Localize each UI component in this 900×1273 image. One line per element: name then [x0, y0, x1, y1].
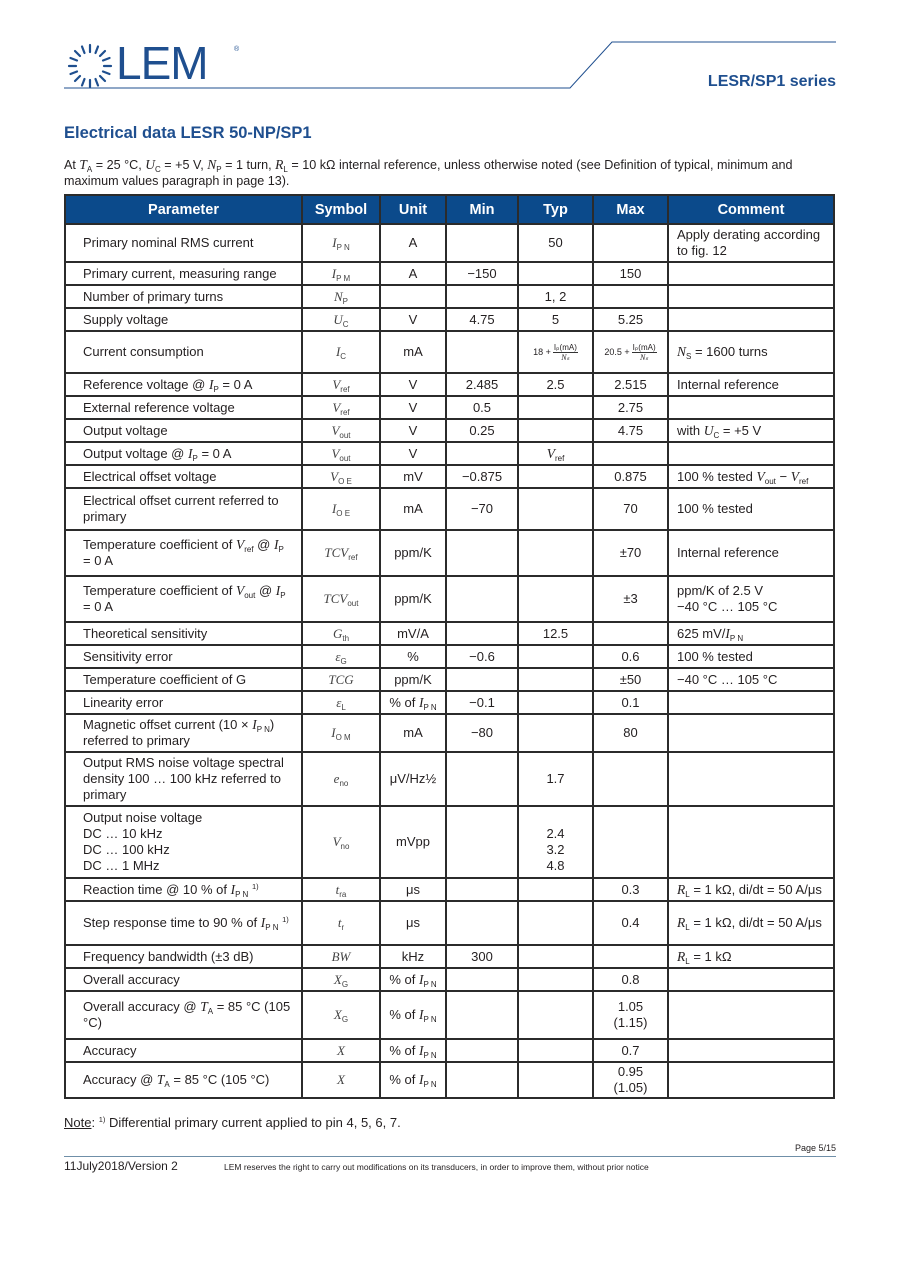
cell-comment: 100 % tested $V_{out} - V_{ref}$ [668, 465, 834, 488]
table-row [65, 901, 834, 945]
cell-symbol: $V_{no}$ [302, 806, 380, 878]
cell-min [446, 1039, 518, 1062]
cell-max [593, 224, 668, 262]
cell-min [446, 991, 518, 1039]
cell-symbol: $V_{out}$ [302, 419, 380, 442]
cell-parameter: Output RMS noise voltage spectral density 100 … 100 kHz referred to primary [65, 752, 302, 806]
cell-comment: Internal reference [668, 530, 834, 576]
cell-unit: % of $I_{P N}$ [380, 991, 446, 1039]
logo-text: LEM [116, 37, 208, 89]
cell-typ [518, 991, 593, 1039]
cell-symbol: $e_{no}$ [302, 752, 380, 806]
cell-unit: % of $I_{P N}$ [380, 1039, 446, 1062]
cell-comment: 100 % tested [668, 488, 834, 530]
cell-parameter: Output noise voltage DC … 10 kHz DC … 100 kHz DC … 1 MHz [65, 806, 302, 878]
cell-unit: μs [380, 878, 446, 901]
table-row [65, 714, 834, 752]
registered-mark: ® [234, 46, 240, 53]
cell-min: 4.75 [446, 308, 518, 331]
table-row [65, 622, 834, 645]
cell-symbol: $I_{P M}$ [302, 262, 380, 285]
table-row [65, 576, 834, 622]
cell-max: ±3 [593, 576, 668, 622]
cell-max: 4.75 [593, 419, 668, 442]
cell-symbol: $V_{ref}$ [302, 396, 380, 419]
table-row [65, 224, 834, 262]
cell-parameter: External reference voltage [65, 396, 302, 419]
table-row [65, 691, 834, 714]
cell-min [446, 576, 518, 622]
cell-symbol: X [302, 1062, 380, 1098]
sunburst-icon [66, 42, 114, 90]
cell-unit: mVpp [380, 806, 446, 878]
cell-max [593, 945, 668, 968]
footer-disclaimer: LEM reserves the right to carry out modifications on its transducers, in order to improve them, without prior notice [224, 1162, 649, 1172]
cell-comment: −40 °C … 105 °C [668, 668, 834, 691]
table-row [65, 396, 834, 419]
note-label: Note [64, 1115, 92, 1130]
cell-unit: V [380, 419, 446, 442]
cell-unit: V [380, 308, 446, 331]
col-header-symbol: Symbol [302, 195, 380, 224]
cell-parameter: Temperature coefficient of $V_{out}$ @ $I_P = 0$ A [65, 576, 302, 622]
cell-typ [518, 691, 593, 714]
cell-symbol: $G_{th}$ [302, 622, 380, 645]
cell-max: 0.4 [593, 901, 668, 945]
table-row [65, 1039, 834, 1062]
cell-min [446, 224, 518, 262]
cell-max [593, 622, 668, 645]
cell-max: 0.875 [593, 465, 668, 488]
cell-typ [518, 714, 593, 752]
cell-unit: mV [380, 465, 446, 488]
cell-unit: % of $I_{P N}$ [380, 968, 446, 991]
cell-min: 0.25 [446, 419, 518, 442]
cell-comment [668, 691, 834, 714]
table-row [65, 968, 834, 991]
cell-parameter: Theoretical sensitivity [65, 622, 302, 645]
cell-comment: Internal reference [668, 373, 834, 396]
cell-symbol: $X_G$ [302, 991, 380, 1039]
cell-typ: 1, 2 [518, 285, 593, 308]
cell-symbol: $\varepsilon_G$ [302, 645, 380, 668]
cell-typ [518, 878, 593, 901]
cell-symbol: $\varepsilon_L$ [302, 691, 380, 714]
col-header-comment: Comment [668, 195, 834, 224]
cell-parameter: Step response time to 90 % of $I_{P N}$ $^{1)}$ [65, 901, 302, 945]
table-row [65, 645, 834, 668]
cell-unit: ppm/K [380, 576, 446, 622]
note-text: Differential primary current applied to pin 4, 5, 6, 7. [105, 1115, 401, 1130]
electrical-data-table [64, 194, 835, 1099]
cell-parameter: Linearity error [65, 691, 302, 714]
cell-typ: $V_{ref}$ [518, 442, 593, 465]
cell-min: −0.6 [446, 645, 518, 668]
cell-symbol: $I_{O E}$ [302, 488, 380, 530]
cell-typ [518, 1039, 593, 1062]
cell-unit: % [380, 645, 446, 668]
cell-unit: % of $I_{P N}$ [380, 691, 446, 714]
cell-typ [518, 1062, 593, 1098]
cell-typ [518, 396, 593, 419]
cell-parameter: Temperature coefficient of $V_{ref}$ @ $I_P = 0$ A [65, 530, 302, 576]
cell-typ [518, 530, 593, 576]
cell-min: −0.875 [446, 465, 518, 488]
cell-parameter: Sensitivity error [65, 645, 302, 668]
cell-typ: 12.5 [518, 622, 593, 645]
cell-comment: 100 % tested [668, 645, 834, 668]
cell-typ: 2.5 [518, 373, 593, 396]
cell-parameter: Accuracy [65, 1039, 302, 1062]
cell-min [446, 530, 518, 576]
table-row [65, 285, 834, 308]
cell-typ [518, 668, 593, 691]
cell-unit: % of $I_{P N}$ [380, 1062, 446, 1098]
cell-unit: V [380, 373, 446, 396]
table-row [65, 806, 834, 878]
page-number: Page 5/15 [794, 1143, 836, 1153]
table-row [65, 1062, 834, 1098]
cell-symbol: $U_C$ [302, 308, 380, 331]
cell-max: 0.6 [593, 645, 668, 668]
cell-parameter: Reaction time @ 10 % of $I_{P N}$ $^{1)}$ [65, 878, 302, 901]
cell-symbol: TCG [302, 668, 380, 691]
cell-typ [518, 465, 593, 488]
table-row [65, 991, 834, 1039]
cell-parameter: Temperature coefficient of G [65, 668, 302, 691]
table-row [65, 331, 834, 373]
cell-typ [518, 645, 593, 668]
cell-symbol: $t_{ra}$ [302, 878, 380, 901]
cell-parameter: Number of primary turns [65, 285, 302, 308]
col-header-parameter: Parameter [65, 195, 302, 224]
cell-comment [668, 396, 834, 419]
cell-max: 0.95 (1.05) [593, 1062, 668, 1098]
cell-parameter: Accuracy @ $T_A = 85$ °C (105 °C) [65, 1062, 302, 1098]
cell-max: 2.515 [593, 373, 668, 396]
cell-min: 0.5 [446, 396, 518, 419]
table-row [65, 488, 834, 530]
table-row [65, 442, 834, 465]
series-title: LESR/SP1 series [707, 73, 836, 90]
formula: 18 + $\frac{\text{Iₚ(mA)}}{\text{Nₛ}}$ [533, 342, 577, 362]
cell-comment [668, 442, 834, 465]
col-header-min: Min [446, 195, 518, 224]
cell-parameter: Overall accuracy @ $T_A = 85$ °C (105 °C) [65, 991, 302, 1039]
cell-parameter: Frequency bandwidth (±3 dB) [65, 945, 302, 968]
cell-comment [668, 1039, 834, 1062]
cell-typ: 2.4 3.2 4.8 [518, 806, 593, 878]
cell-max: ±50 [593, 668, 668, 691]
cell-max: 0.7 [593, 1039, 668, 1062]
cell-comment: $N_S = 1600$ turns [668, 331, 834, 373]
cell-comment [668, 806, 834, 878]
cell-unit: mA [380, 714, 446, 752]
cell-comment: $R_L = 1$ kΩ, di/dt = 50 A/μs [668, 901, 834, 945]
table-row [65, 878, 834, 901]
cell-symbol: X [302, 1039, 380, 1062]
table-row [65, 308, 834, 331]
cell-comment [668, 714, 834, 752]
cell-parameter: Electrical offset current referred to primary [65, 488, 302, 530]
lem-logo [66, 37, 246, 89]
col-header-typ: Typ [518, 195, 593, 224]
cell-symbol: $I_{P N}$ [302, 224, 380, 262]
cell-parameter: Supply voltage [65, 308, 302, 331]
cell-max [593, 285, 668, 308]
cell-parameter: Reference voltage @ $I_P = 0$ A [65, 373, 302, 396]
cell-unit: ppm/K [380, 530, 446, 576]
cell-symbol: $X_G$ [302, 968, 380, 991]
table-row [65, 668, 834, 691]
cell-symbol: BW [302, 945, 380, 968]
cell-parameter: Overall accuracy [65, 968, 302, 991]
cell-parameter: Primary nominal RMS current [65, 224, 302, 262]
table-header-row [65, 195, 834, 224]
cell-unit: μs [380, 901, 446, 945]
cell-typ: 50 [518, 224, 593, 262]
cell-typ [518, 945, 593, 968]
cell-symbol: $t_r$ [302, 901, 380, 945]
cell-unit: mA [380, 331, 446, 373]
cell-comment [668, 262, 834, 285]
intro-paragraph: At $T_A = 25$ °C, $U_C = +5$ V, $N_P = 1$ turn, $R_L = 10$ kΩ internal reference, unless otherwise noted (see Definition of typical, minimum and maximum values paragraph in page 13). [64, 157, 793, 188]
cell-comment: $R_L = 1$ kΩ, di/dt = 50 A/μs [668, 878, 834, 901]
cell-parameter: Electrical offset voltage [65, 465, 302, 488]
cell-unit: A [380, 224, 446, 262]
cell-max [593, 442, 668, 465]
cell-comment [668, 752, 834, 806]
cell-typ [518, 576, 593, 622]
cell-symbol: $N_P$ [302, 285, 380, 308]
col-header-unit: Unit [380, 195, 446, 224]
col-header-max: Max [593, 195, 668, 224]
cell-unit: A [380, 262, 446, 285]
cell-symbol: $V_{out}$ [302, 442, 380, 465]
footer-rule [64, 1156, 836, 1157]
cell-min: −0.1 [446, 691, 518, 714]
cell-min [446, 968, 518, 991]
cell-parameter: Current consumption [65, 331, 302, 373]
cell-min [446, 331, 518, 373]
cell-max: ±70 [593, 530, 668, 576]
cell-parameter: Magnetic offset current $(10 \times I_{P N})$ referred to primary [65, 714, 302, 752]
cell-symbol: $TCV_{out}$ [302, 576, 380, 622]
cell-min: −150 [446, 262, 518, 285]
cell-min: 300 [446, 945, 518, 968]
cell-unit: mV/A [380, 622, 446, 645]
cell-unit: μV/Hz½ [380, 752, 446, 806]
cell-min [446, 806, 518, 878]
cell-typ: 5 [518, 308, 593, 331]
cell-max: 2.75 [593, 396, 668, 419]
section-title: Electrical data LESR 50-NP/SP1 [64, 124, 312, 142]
cell-max: 80 [593, 714, 668, 752]
cell-comment: $R_L = 1$ kΩ [668, 945, 834, 968]
cell-typ: 1.7 [518, 752, 593, 806]
table-row [65, 262, 834, 285]
cell-comment [668, 991, 834, 1039]
table-row [65, 752, 834, 806]
cell-comment [668, 1062, 834, 1098]
cell-max: 1.05 (1.15) [593, 991, 668, 1039]
footnote: Note: $^{1)}$ Differential primary current applied to pin 4, 5, 6, 7. [64, 1115, 401, 1130]
cell-unit [380, 285, 446, 308]
cell-parameter: Output voltage [65, 419, 302, 442]
cell-symbol: $V_{ref}$ [302, 373, 380, 396]
cell-max: 70 [593, 488, 668, 530]
table-row [65, 945, 834, 968]
cell-max: 150 [593, 262, 668, 285]
cell-min: −70 [446, 488, 518, 530]
cell-max: 0.1 [593, 691, 668, 714]
cell-typ [518, 488, 593, 530]
cell-min [446, 1062, 518, 1098]
cell-min: 2.485 [446, 373, 518, 396]
cell-comment: 625 $mV/I_{P N}$ [668, 622, 834, 645]
formula: 20.5 + $\frac{\text{Iₚ(mA)}}{\text{Nₛ}}$ [604, 342, 656, 362]
table-row [65, 373, 834, 396]
cell-min [446, 668, 518, 691]
cell-comment: with $U_C = +5$ V [668, 419, 834, 442]
cell-min [446, 878, 518, 901]
cell-min [446, 622, 518, 645]
cell-min [446, 285, 518, 308]
cell-typ [518, 331, 593, 373]
cell-unit: ppm/K [380, 668, 446, 691]
cell-unit: kHz [380, 945, 446, 968]
cell-parameter: Primary current, measuring range [65, 262, 302, 285]
cell-symbol: $I_{O M}$ [302, 714, 380, 752]
cell-max: 0.3 [593, 878, 668, 901]
cell-max [593, 752, 668, 806]
cell-max [593, 806, 668, 878]
cell-comment: Apply derating according to fig. 12 [668, 224, 834, 262]
cell-unit: V [380, 442, 446, 465]
cell-min [446, 442, 518, 465]
cell-min [446, 752, 518, 806]
cell-comment [668, 285, 834, 308]
table-row [65, 530, 834, 576]
cell-symbol: $TCV_{ref}$ [302, 530, 380, 576]
cell-unit: mA [380, 488, 446, 530]
cell-min: −80 [446, 714, 518, 752]
cell-max: 5.25 [593, 308, 668, 331]
cell-max [593, 331, 668, 373]
cell-comment [668, 968, 834, 991]
cell-symbol: $V_{O E}$ [302, 465, 380, 488]
cell-typ [518, 262, 593, 285]
table-row [65, 419, 834, 442]
cell-comment [668, 308, 834, 331]
footer-date: 11July2018/Version 2 [64, 1159, 178, 1173]
cell-typ [518, 968, 593, 991]
cell-unit: V [380, 396, 446, 419]
cell-min [446, 901, 518, 945]
cell-symbol: $I_C$ [302, 331, 380, 373]
cell-max: 0.8 [593, 968, 668, 991]
table-row [65, 465, 834, 488]
cell-typ [518, 901, 593, 945]
cell-comment: ppm/K of 2.5 V −40 °C … 105 °C [668, 576, 834, 622]
cell-parameter: Output voltage @ $I_P = 0$ A [65, 442, 302, 465]
cell-typ [518, 419, 593, 442]
